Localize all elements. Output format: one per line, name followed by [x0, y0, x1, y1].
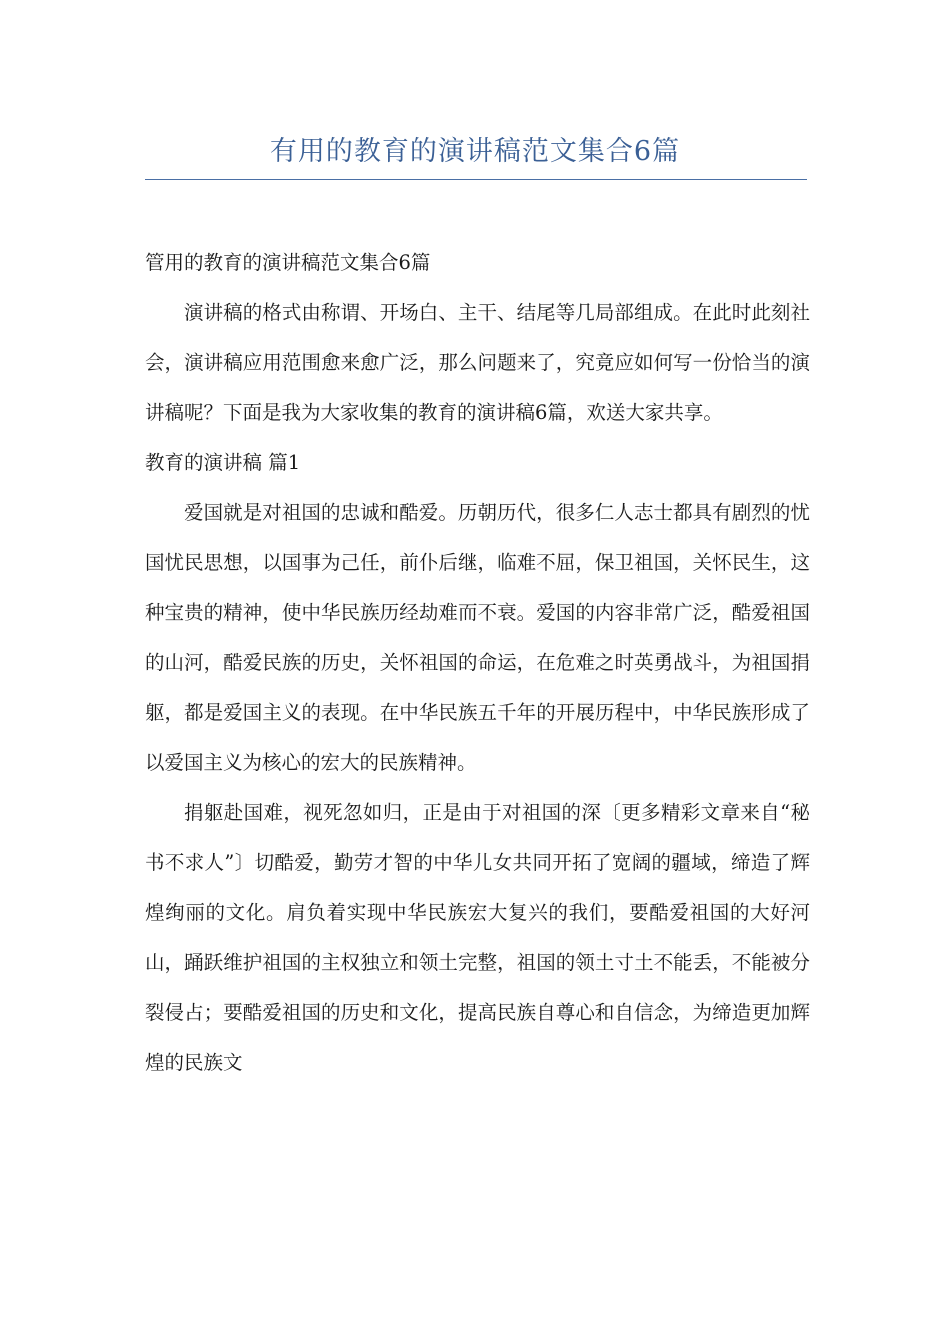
document-subtitle: 管用的教育的演讲稿范文集合6篇 — [145, 251, 431, 274]
document-title: 有用的教育的演讲稿范文集合6篇 — [269, 136, 681, 167]
body-paragraph: 捐躯赴国难，视死忽如归，正是由于对祖国的深〔更多精彩文章来自“秘书不求人”〕切酷爱，勤劳才智的中华儿女共同开拓了宽阔的疆域，缔造了辉煌绚丽的文化。肩负着实现中华民族宏大复兴的我们，要酷爱祖国的大好河山，踊跃维护祖国的主权独立和领土完整，祖国的领土寸土不能丢，不能被分裂侵占；要酷爱祖国的历史和文化，提高民族自尊心和自信念，为缔造更加辉煌的民族文 — [145, 801, 810, 1074]
document-body — [145, 238, 810, 1088]
body-paragraph: 爱国就是对祖国的忠诚和酷爱。历朝历代，很多仁人志士都具有剧烈的忧国忧民思想，以国事为己任，前仆后继，临难不屈，保卫祖国，关怀民生，这种宝贵的精神，使中华民族历经劫难而不衰。爱国的内容非常广泛，酷爱祖国的山河，酷爱民族的历史，关怀祖国的命运，在危难之时英勇战斗，为祖国捐躯，都是爱国主义的表现。在中华民族五千年的开展历程中，中华民族形成了以爱国主义为核心的宏大的民族精神。 — [145, 501, 810, 774]
section-heading: 教育的演讲稿 篇1 — [145, 451, 301, 474]
title-underline — [145, 179, 807, 180]
intro-paragraph: 演讲稿的格式由称谓、开场白、主干、结尾等几局部组成。在此时此刻社会，演讲稿应用范围愈来愈广泛，那么问题来了，究竟应如何写一份恰当的演讲稿呢？下面是我为大家收集的教育的演讲稿6篇，欢送大家共享。 — [145, 301, 810, 424]
